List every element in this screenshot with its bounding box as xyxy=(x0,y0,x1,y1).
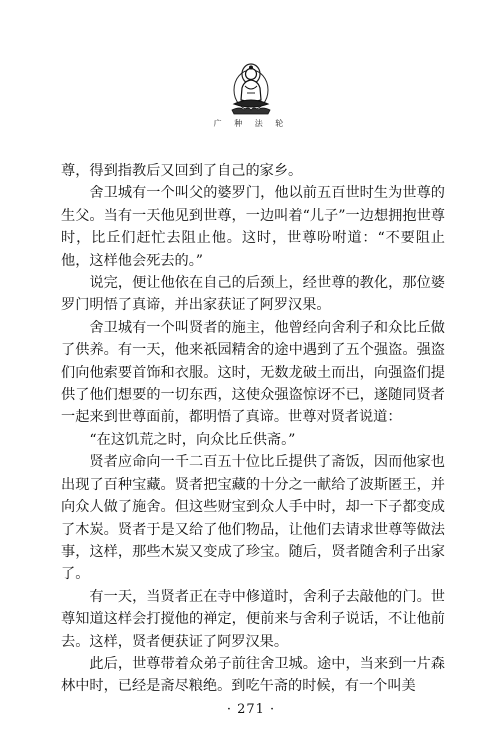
paragraph: 说完，便让他依在自己的后颈上，经世尊的教化，那位婆罗门明悟了真谛，并出家获证了阿罗汉果。 xyxy=(61,275,445,314)
page-header xyxy=(0,60,502,129)
paragraph: “在这饥荒之时，向众比丘供斋。” xyxy=(89,431,296,448)
paragraph: 舍卫城有一个叫贤者的施主，他曾经向舍利子和众比丘做了供养。有一天，他来祇园精舍的途中遇到了五个强盗。强盗们向他索要首饰和衣服。这时，无数龙破土而出，向强盗们提供了他们想要的一切东西，这使众强盗惊讶不已，遂随同贤者一起来到世尊面前，都明悟了真谛。世尊对贤者说道： xyxy=(61,319,445,426)
body-text xyxy=(61,160,445,698)
paragraph: 有一天，当贤者正在寺中修道时，舍利子去敲他的门。世尊知道这样会打搅他的禅定，便前来与舍利子说话，不让他前去。这样，贤者便获证了阿罗汉果。 xyxy=(61,588,445,650)
buddha-icon xyxy=(228,60,274,118)
page-number: · 271 · xyxy=(226,702,276,717)
paragraph: 舍卫城有一个叫父的婆罗门，他以前五百世时生为世尊的生父。当有一天他见到世尊，一边叫着“儿子”一边想拥抱世尊时，比丘们赶忙去阻止他。这时，世尊吩咐道：“不要阻止他，这样他会死去的。” xyxy=(61,185,445,269)
header-label: 广 种 法 轮 xyxy=(213,119,289,128)
paragraph: 此后，世尊带着众弟子前往舍卫城。途中，当来到一片森林中时，已经是斋尽粮绝。到吃午斋的时候，有一个叫美 xyxy=(61,655,445,695)
paragraph: 贤者应命向一千二百五十位比丘提供了斋饭，因而他家也出现了百种宝藏。贤者把宝藏的十分之一献给了波斯匿王，并向众人做了施舍。但这些财宝到众人手中时，却一下子都变成了木炭。贤者于是又给了他们物品，让他们去请求世尊等做法事，这样，那些木炭又变成了珍宝。随后，贤者随舍利子出家了。 xyxy=(61,454,445,583)
paragraph: 尊，得到指教后又回到了自己的家乡。 xyxy=(61,163,303,179)
